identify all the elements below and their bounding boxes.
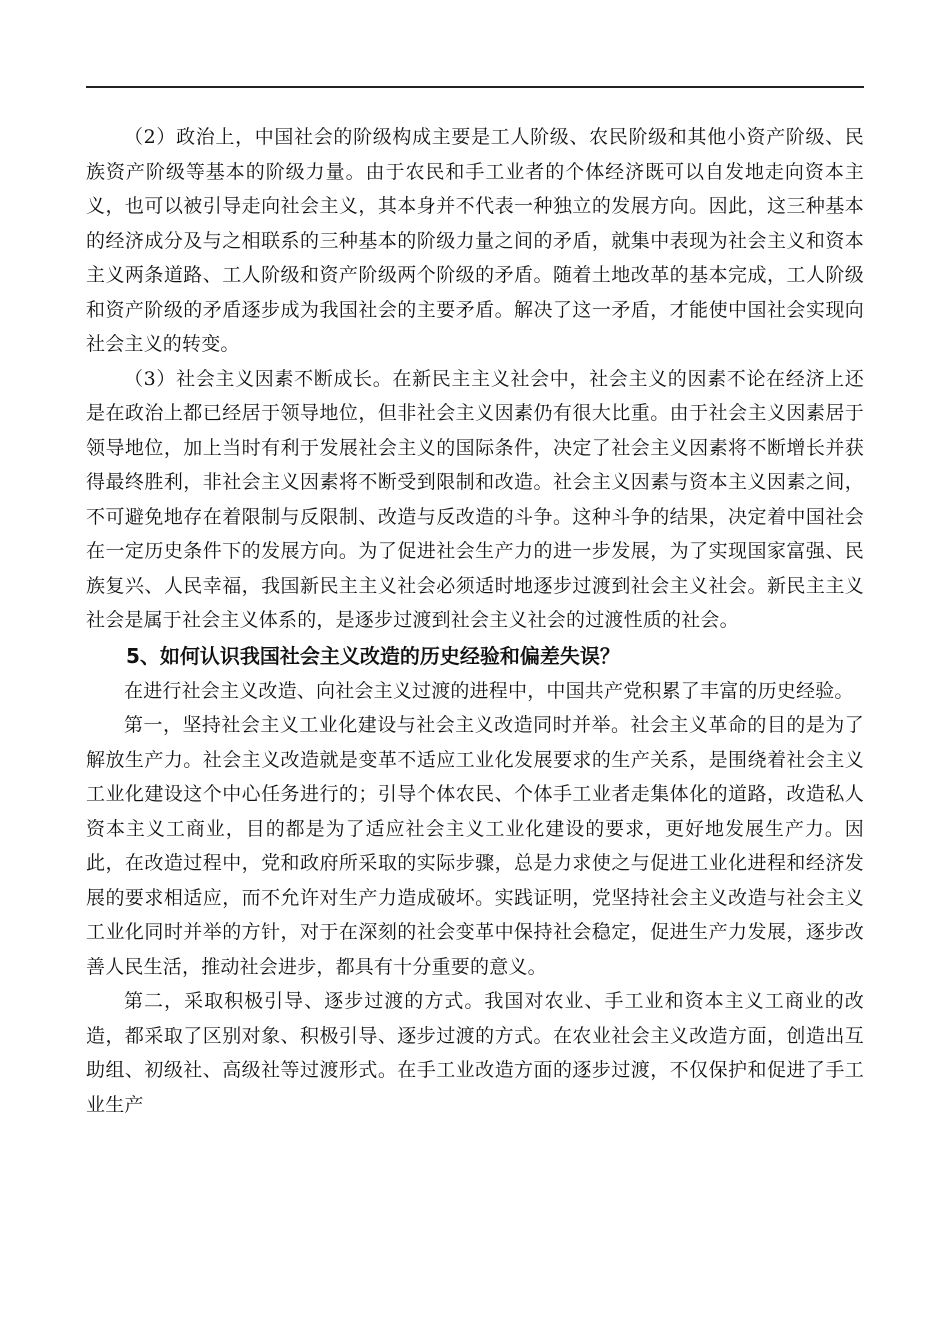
paragraph-second-point: 第二，采取积极引导、逐步过渡的方式。我国对农业、手工业和资本主义工商业的改造，都采取了区别对象、积极引导、逐步过渡的方式。在农业社会主义改造方面，创造出互助组、初级社、高级社等过渡形式。在手工业改造方面的逐步过渡，不仅保护和促进了手工业生产	[86, 990, 864, 1116]
document-body	[86, 120, 864, 1122]
paragraph-intro-experience: 在进行社会主义改造、向社会主义过渡的进程中，中国共产党积累了丰富的历史经验。	[124, 679, 854, 702]
section-heading-5: 5、如何认识我国社会主义改造的历史经验和偏差失误？	[126, 643, 620, 668]
paragraph-political-class-structure: （2）政治上，中国社会的阶级构成主要是工人阶级、农民阶级和其他小资产阶级、民族资产阶级等基本的阶级力量。由于农民和手工业者的个体经济既可以自发地走向资本主义，也可以被引导走向社会主义，其本身并不代表一种独立的发展方向。因此，这三种基本的经济成分及与之相联系的三种基本的阶级力量之间的矛盾，就集中表现为社会主义和资本主义两条道路、工人阶级和资产阶级两个阶级的矛盾。随着土地改革的基本完成，工人阶级和资产阶级的矛盾逐步成为我国社会的主要矛盾。解决了这一矛盾，才能使中国社会实现向社会主义的转变。	[86, 126, 864, 355]
header-rule	[86, 86, 864, 88]
paragraph-socialist-factors: （3）社会主义因素不断成长。在新民主主义社会中，社会主义的因素不论在经济上还是在政治上都已经居于领导地位，但非社会主义因素仍有很大比重。由于社会主义因素居于领导地位，加上当时有利于发展社会主义的国际条件，决定了社会主义因素将不断增长并获得最终胜利，非社会主义因素将不断受到限制和改造。社会主义因素与资本主义因素之间，不可避免地存在着限制与反限制、改造与反改造的斗争。这种斗争的结果，决定着中国社会在一定历史条件下的发展方向。为了促进社会生产力的进一步发展，为了实现国家富强、民族复兴、人民幸福，我国新民主主义社会必须适时地逐步过渡到社会主义社会。新民主主义社会是属于社会主义体系的，是逐步过渡到社会主义社会的过渡性质的社会。	[86, 367, 864, 631]
paragraph-first-point: 第一，坚持社会主义工业化建设与社会主义改造同时并举。社会主义革命的目的是为了解放生产力。社会主义改造就是变革不适应工业化发展要求的生产关系，是围绕着社会主义工业化建设这个中心任务进行的；引导个体农民、个体手工业者走集体化的道路，改造私人资本主义工商业，目的都是为了适应社会主义工业化建设的要求，更好地发展生产力。因此，在改造过程中，党和政府所采取的实际步骤，总是力求使之与促进工业化进程和经济发展的要求相适应，而不允许对生产力造成破坏。实践证明，党坚持社会主义改造与社会主义工业化同时并举的方针，对于在深刻的社会变革中保持社会稳定，促进生产力发展，逐步改善人民生活，推动社会进步，都具有十分重要的意义。	[86, 714, 864, 978]
